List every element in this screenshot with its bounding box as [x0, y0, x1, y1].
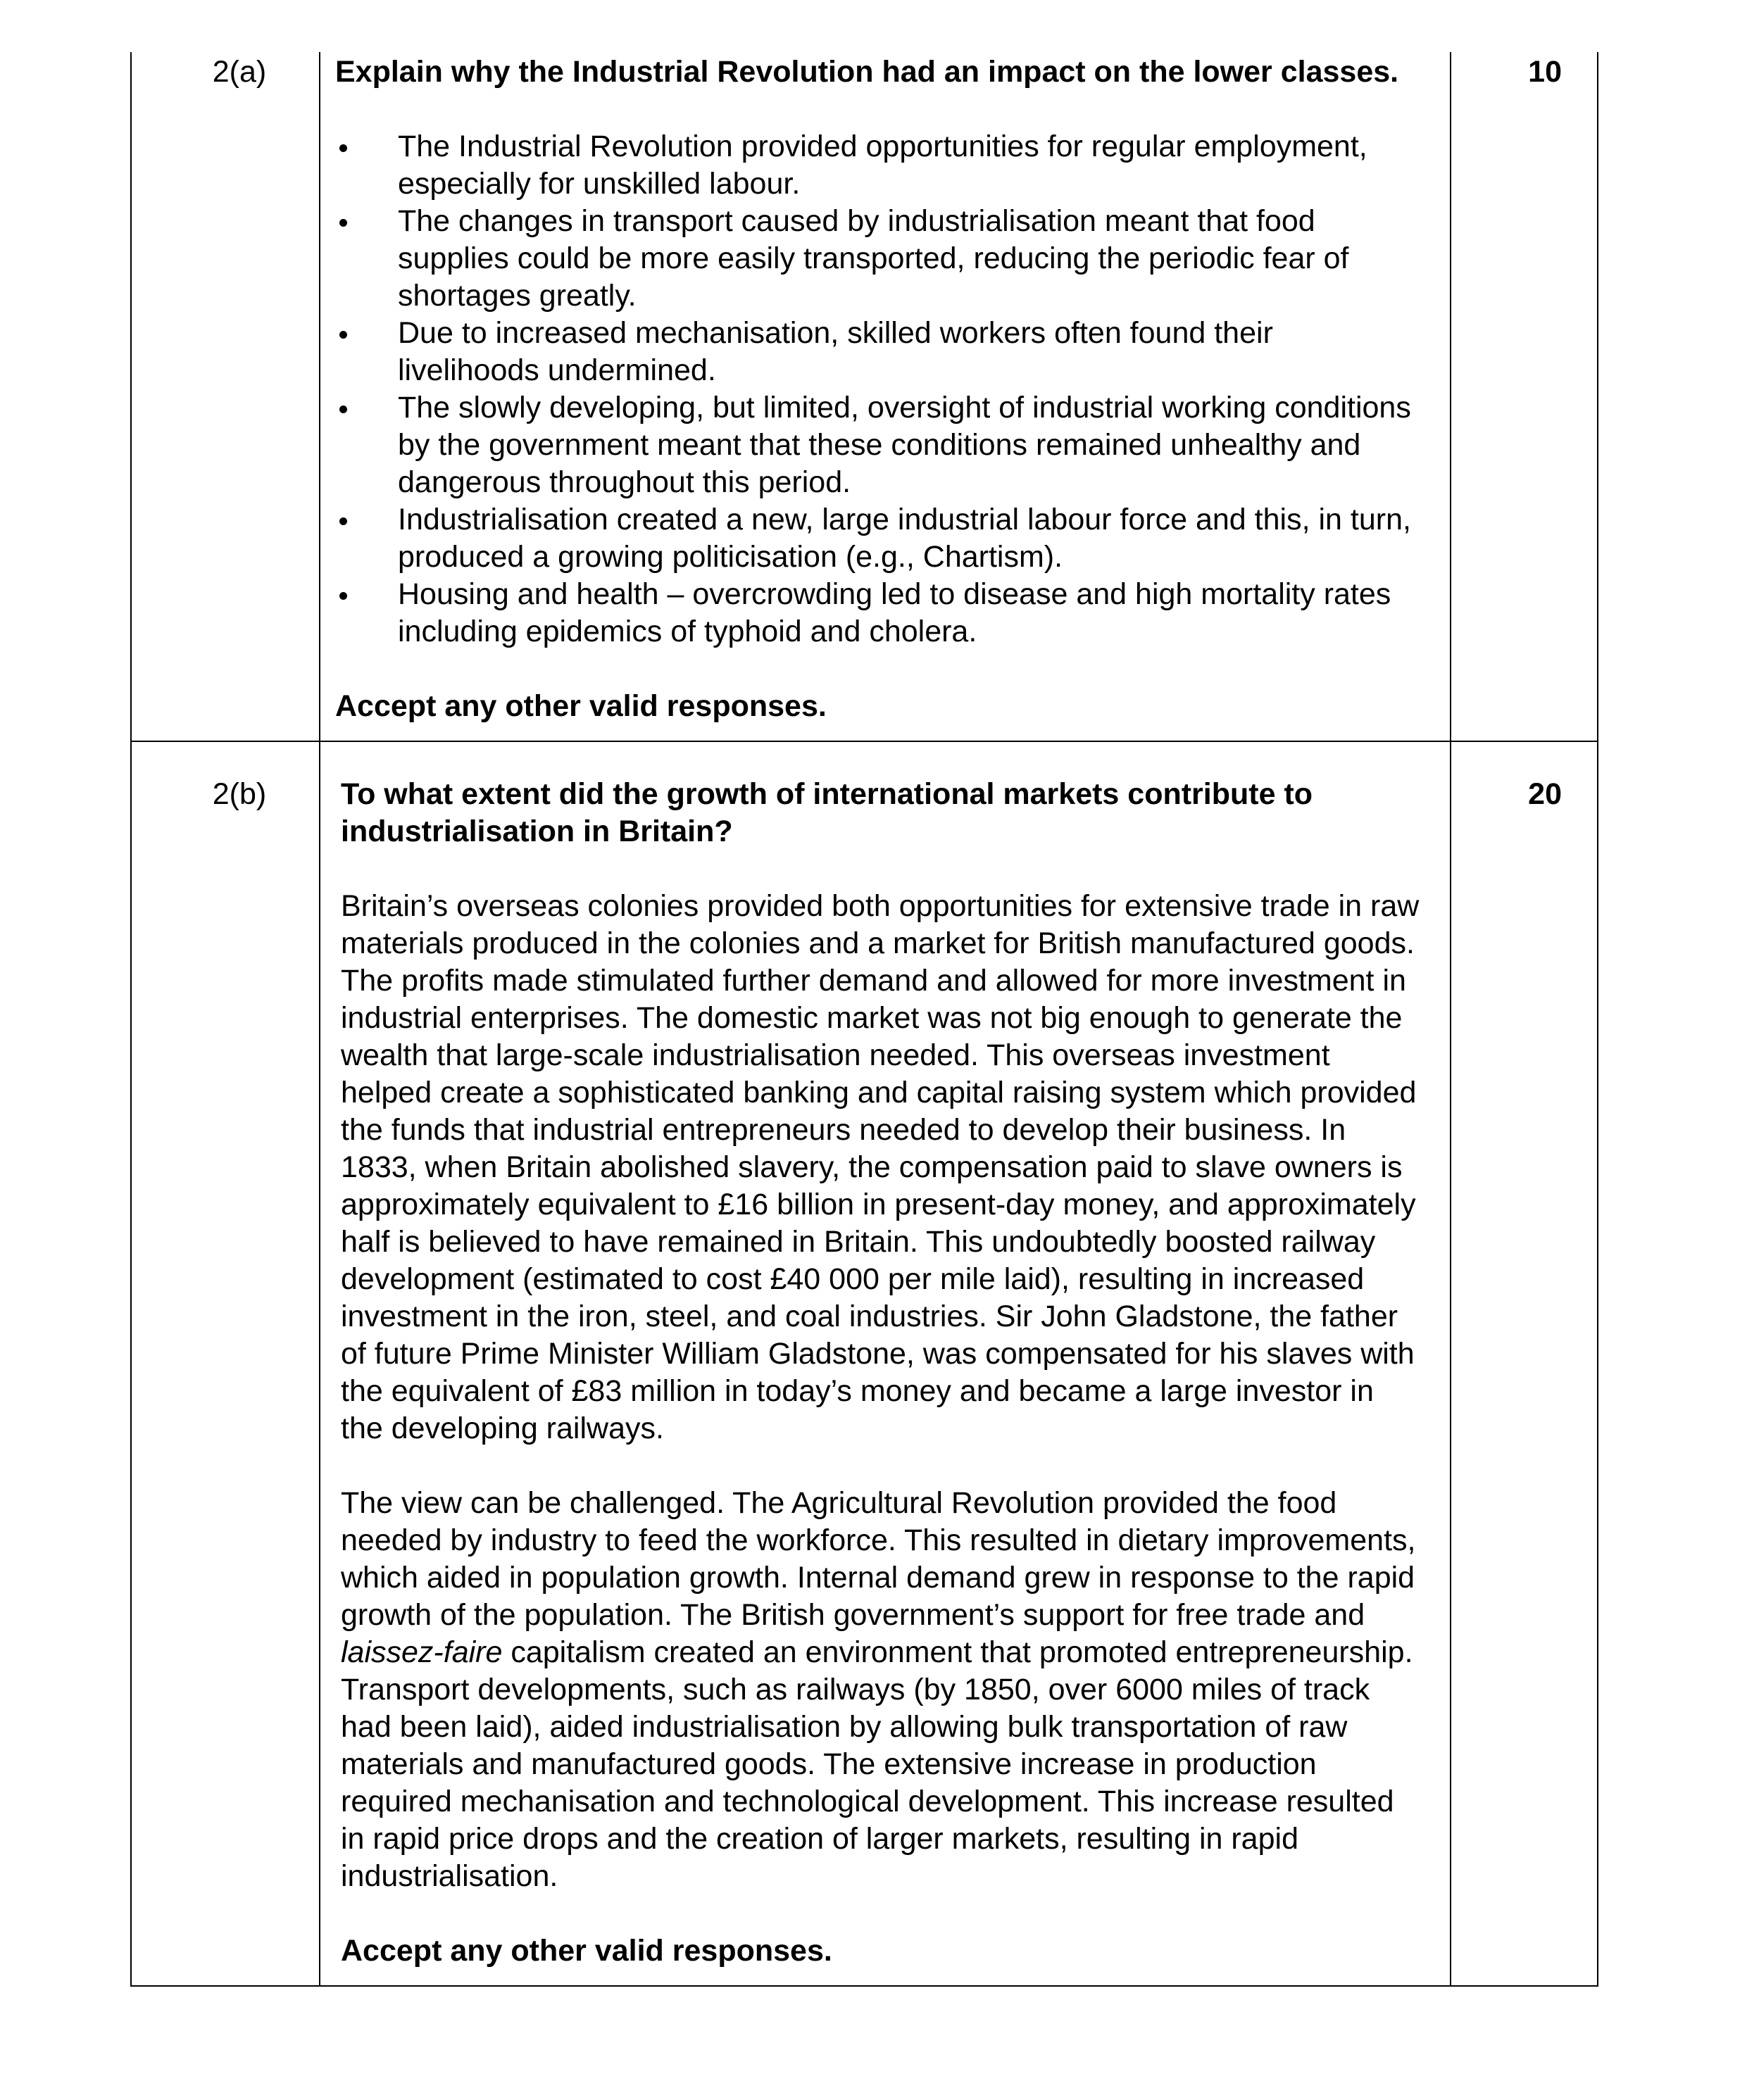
list-item: Industrialisation created a new, large industrial labour force and this, in turn, produced a growing politicisation (e.g., Chartism). — [398, 503, 1411, 574]
list-item: Due to increased mechanisation, skilled workers often found their livelihoods undermined. — [398, 316, 1273, 387]
list-item: Housing and health – overcrowding led to disease and high mortality rates including epidemics of typhoid and cholera. — [398, 577, 1391, 648]
marks-cell — [1451, 741, 1598, 1986]
accept-note: Accept any other valid responses. — [341, 1934, 832, 1968]
question-number: 2(a) — [212, 55, 267, 89]
question-number-cell — [131, 52, 320, 741]
question-text: To what extent did the growth of international markets contribute to industrialisation in Britain? — [341, 777, 1313, 848]
question-row-2a — [131, 52, 1598, 741]
question-text: Explain why the Industrial Revolution had an impact on the lower classes. — [335, 55, 1399, 89]
paragraph-1: Britain’s overseas colonies provided both opportunities for extensive trade in raw materials produced in the colonies and a market for British manufactured goods. The profits made stimulated further demand and allowed for more investment in industrial enterprises. The domestic market was not big enough to generate the wealth that large-scale industrialisation needed. This overseas investment helped create a sophisticated banking and capital raising system which provided the funds that industrial entrepreneurs needed to develop their business. In 1833, when Britain abolished slavery, the compensation paid to slave owners is approximately equivalent to £16 billion in present-day money, and approximately half is believed to have remained in Britain. This undoubtedly boosted railway development (estimated to cost £40 000 per mile laid), resulting in increased investment in the iron, steel, and coal industries. Sir John Gladstone, the father of future Prime Minister William Gladstone, was compensated for his slaves with the equivalent of £83 million in today’s money and became a large investor in the developing railways. — [341, 889, 1420, 1445]
accept-note: Accept any other valid responses. — [335, 689, 827, 723]
marks-value: 20 — [1528, 777, 1562, 811]
answer-guidance-cell — [320, 52, 1451, 741]
marks-cell — [1451, 52, 1598, 741]
marks-value: 10 — [1528, 55, 1562, 89]
question-row-2b — [131, 741, 1598, 1986]
answer-guidance-cell — [320, 741, 1451, 1986]
mark-scheme-table — [130, 52, 1598, 1987]
question-number-cell — [131, 741, 320, 1986]
list-item: The slowly developing, but limited, oversight of industrial working conditions by the government meant that these conditions remained unhealthy and dangerous throughout this period. — [398, 391, 1411, 499]
question-number: 2(b) — [212, 777, 267, 811]
list-item: The Industrial Revolution provided opportunities for regular employment, especially for unskilled labour. — [398, 130, 1367, 201]
indicative-content-list — [335, 128, 1422, 650]
paragraph-2: The view can be challenged. The Agricultural Revolution provided the food needed by industry to feed the workforce. This resulted in dietary improvements, which aided in population growth. Internal demand grew in response to the rapid growth of the population. The British government’s support for free trade and laissez-faire capitalism created an environment that promoted entrepreneurship. Transport developments, such as railways (by 1850, over 6000 miles of track had been laid), aided industrialisation by allowing bulk transportation of raw materials and manufactured goods. The extensive increase in production required mechanisation and technological development. This increase resulted in rapid price drops and the creation of larger markets, resulting in rapid industrialisation. — [341, 1486, 1416, 1893]
list-item: The changes in transport caused by industrialisation meant that food supplies could be more easily transported, reducing the periodic fear of shortages greatly. — [398, 204, 1349, 313]
